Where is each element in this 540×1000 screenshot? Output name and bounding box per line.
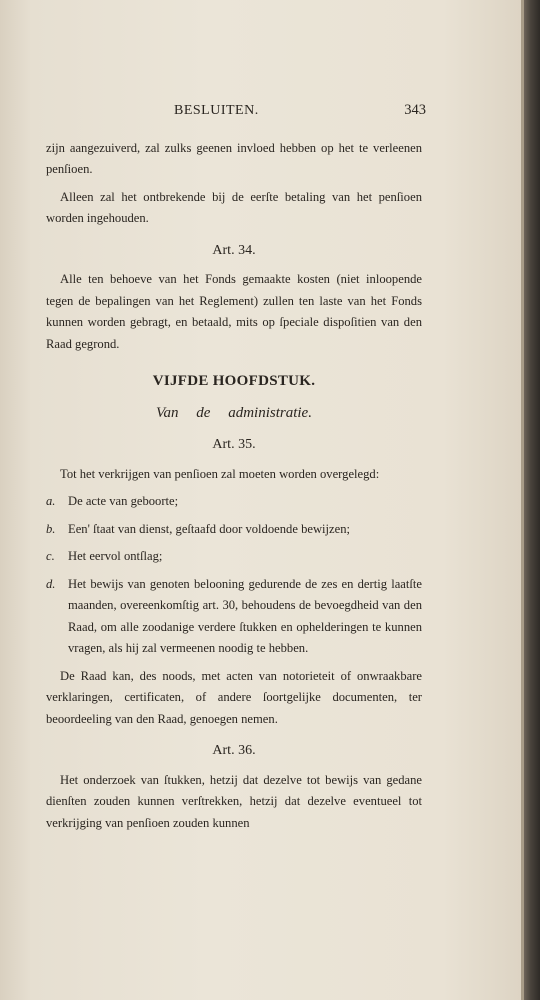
list-item (46, 574, 422, 660)
article-35-closing: De Raad kan, des noods, met acten van notorieteit of onwraakbare verklaringen, certificaten, of andere ſoortgelijke documenten, ter beoordeeling van den Raad, genoegen nemen. (46, 668, 422, 726)
page-number: 343 (404, 102, 426, 118)
list-item-label: d. (46, 576, 56, 591)
article-36-text: Het onderzoek van ſtukken, hetzij dat dezelve tot bewijs van gedane dienſten zouden kunnen verſtrekken, hetzij dat dezelve eventueel tot verkrijging van penſioen zouden kunnen (46, 772, 422, 830)
list-item-text: Een' ſtaat van dienst, geſtaafd door voldoende bewijzen; (68, 521, 351, 536)
article-35-intro: Tot het verkrijgen van penſioen zal moeten worden overgelegd: (60, 466, 380, 481)
list-item-label: b. (46, 521, 56, 536)
list-item-text: De acte van geboorte; (68, 494, 179, 508)
article-36-heading: Art. 36. (212, 743, 256, 758)
page-edge-shadow (524, 0, 540, 1000)
list-item-label: c. (46, 549, 55, 563)
chapter-subtitle: Van de administratie. (156, 404, 312, 421)
list-item (46, 491, 422, 513)
list-item-text: Het eervol ontſlag; (68, 549, 163, 563)
article-34-heading: Art. 34. (212, 242, 256, 258)
page-text (46, 100, 426, 834)
paragraph-continuation: zijn aangezuiverd, zal zulks geenen invloed hebben op het te verleenen penſioen. (46, 140, 422, 176)
list-item-text: Het bewijs van genoten belooning gedurende de zes en dertig laatſte maanden, overeenkomſtig art. 30, behoudens de bevoegdheid van den Raad, om alle zoodanige verdere ſtukken en ophelderingen te kunnen vragen, als hij zal vermeenen noodig te hebben. (68, 576, 422, 655)
running-title: BESLUITEN. (174, 103, 259, 118)
list-item-label: a. (46, 494, 56, 508)
paragraph: Alleen zal het ontbrekende bij de eerſte betaling van het penſioen worden ingehouden. (46, 189, 422, 225)
running-header (174, 100, 426, 122)
list-item (46, 546, 422, 568)
chapter-title: VIJFDE HOOFDSTUK. (152, 373, 316, 389)
article-34-text: Alle ten behoeve van het Fonds gemaakte kosten (niet inloopende tegen de bepalingen van het Reglement) zullen ten laste van het Fonds kunnen worden gebragt, en betaald, mits op ſpeciale dispoſitien van den Raad gegrond. (46, 272, 422, 351)
list-item (46, 519, 422, 541)
article-35-heading: Art. 35. (212, 437, 256, 452)
